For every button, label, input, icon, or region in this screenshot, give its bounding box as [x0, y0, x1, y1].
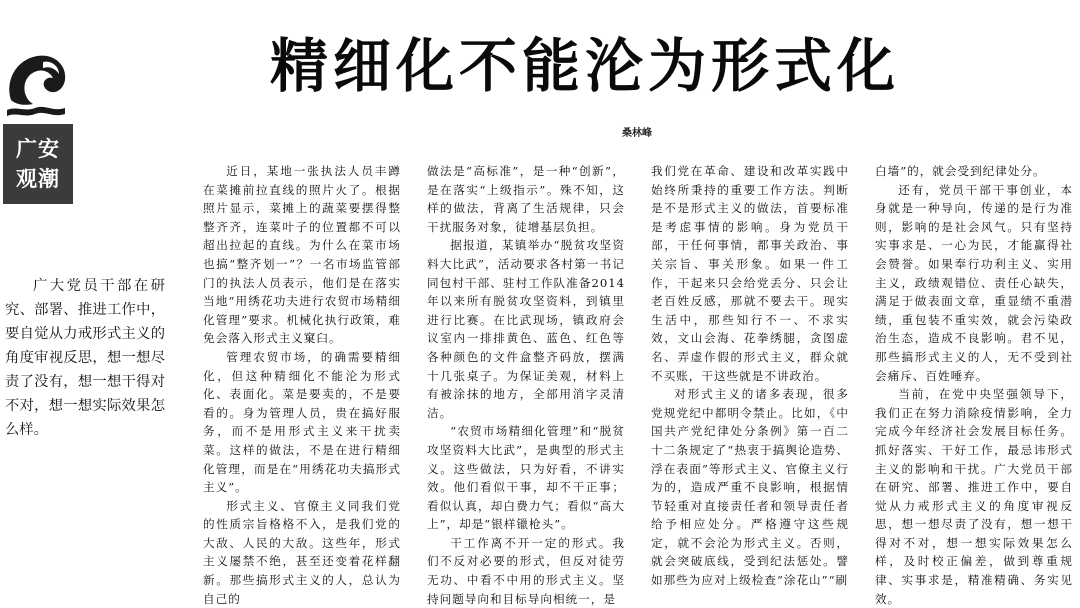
- paragraph: 做法是“高标准”，是一种“创新”，是在落实“上级指示”。殊不知，这样的做法，背离了生活规律，只会干扰服务对象，徒增基层负担。: [427, 164, 625, 234]
- paragraph: 还有，党员干部干事创业，本身就是一种导向，传递的是行为准则，影响的是社会风气。只有坚持实事求是、一心为民，才能赢得社会赞誉。如果奉行功利主义、实用主义，政绩观错位、责任心缺失，满足于做表面文章，重显绩不重潜绩，重包装不重实效，就会污染政治生态，造成不良影响。君不见，那些搞形式主义的人，无不受到社会痛斥、百姓唾弃。: [875, 182, 1073, 383]
- article-title: 精细化不能沦为形式化: [270, 32, 901, 100]
- paragraph: 干工作离不开一定的形式。我们不反对必要的形式，但反对徒劳无功、中看不中用的形式主义。坚持问题导向和目标导向相统一，是: [427, 535, 625, 606]
- article-body: [203, 162, 1078, 606]
- paragraph: 管理农贸市场，的确需要精细化，但这种精细化不能沦为形式化、表面化。菜是要卖的，不是要看的。身为管理人员，贵在搞好服务，而不是用形式主义来干扰卖菜。这样的做法，不是在进行精细化管理，而是在“用绣花功夫搞形式主义”。: [203, 349, 401, 495]
- column-name-line1: 广安: [16, 137, 60, 161]
- text-column-1: [203, 162, 401, 606]
- column-badge: [3, 124, 73, 204]
- text-column-2: [427, 162, 625, 606]
- text-column-4: [875, 162, 1073, 606]
- paragraph: 据报道，某镇举办“脱贫攻坚资料大比武”，活动要求各村第一书记同包村干部、驻村工作队准备2014年以来所有脱贫攻坚资料，到镇里进行比赛。在比武现场，镇政府会议室内一排排黄色、蓝色、红色等各种颜色的文件盒整齐码放，摆满十几张桌子。为保证美观，材料上有被涂抹的地方，全部用消字灵清洁。: [427, 238, 625, 420]
- article-lead: 广大党员干部在研究、部署、推进工作中，要自觉从力戒形式主义的角度审视反思，想一想尽责了没有，想一想干得对不对，想一想实际效果怎么样。: [5, 278, 165, 438]
- paragraph: 对形式主义的诸多表现，很多党规党纪中都明令禁止。比如，《中国共产党纪律处分条例》第一百二十二条规定了“热衷于搞舆论造势、浮在表面”等形式主义、官僚主义行为的，造成严重不良影响，根据情节轻重对直接责任者和领导责任者给予相应处分。严格遵守这些规定，就不会沦为形式主义。否则，就会突破底线，受到纪法惩处。譬如那些为应对上级检查“涂花山”“刷: [651, 387, 849, 588]
- wave-logo-icon: [3, 48, 73, 118]
- column-name-line2: 观潮: [16, 167, 60, 191]
- paragraph: 形式主义、官僚主义同我们党的性质宗旨格格不入，是我们党的大敌、人民的大敌。这些年，形式主义屡禁不绝，甚至还变着花样翻新。那些搞形式主义的人，总认为自己的: [203, 498, 401, 606]
- paragraph: 白墙”的，就会受到纪律处分。: [875, 164, 1046, 178]
- paragraph: 近日，某地一张执法人员丰蹲在菜摊前拉直线的照片火了。根据照片显示，菜摊上的蔬菜要摆得整整齐齐，连菜叶子的位置都不可以超出拉起的直线。为什么在菜市场也搞“整齐划一”？一名市场监管部门的执法人员表示，他们是在落实当地“用绣花功夫进行农贸市场精细化管理”要求。机械化执行政策，难免会落入形式主义窠臼。: [203, 164, 401, 346]
- paragraph: 当前，在党中央坚强领导下，我们正在努力消除疫情影响，全力完成今年经济社会发展目标任务。抓好落实、干好工作，最忌讳形式主义的影响和干扰。广大党员干部在研究、部署、推进工作中，要自觉从力戒形式主义的角度审视反思，想一想尽责了没有，想一想干得对不对，想一想实际效果怎么样，及时校正偏差，做到尊重规律、实事求是，精准精确、务实见效。: [875, 387, 1073, 606]
- paragraph: “农贸市场精细化管理”和“脱贫攻坚资料大比武”，是典型的形式主义。这些做法，只为好看，不讲实效。他们看似干事，却不干正事；看似认真，却白费力气；看似“高大上”，却是“银样镴枪头”。: [427, 424, 625, 532]
- article-author: 桑林峰: [622, 128, 652, 139]
- text-column-3: [651, 162, 849, 588]
- paragraph: 我们党在革命、建设和改革实践中始终所秉持的重要工作方法。判断是不是形式主义的做法，首要标准是考虑事情的影响。身为党员干部，干任何事情，都事关政治、事关宗旨、事关形象。如果一件工作，干起来只会给党丢分、只会让老百姓反感，那就不要去干。现实生活中，那些知行不一、不求实效，文山会海、花拳绣腿，贪图虚名、弄虚作假的形式主义，群众就不买账，干这些就是不讲政治。: [651, 164, 849, 383]
